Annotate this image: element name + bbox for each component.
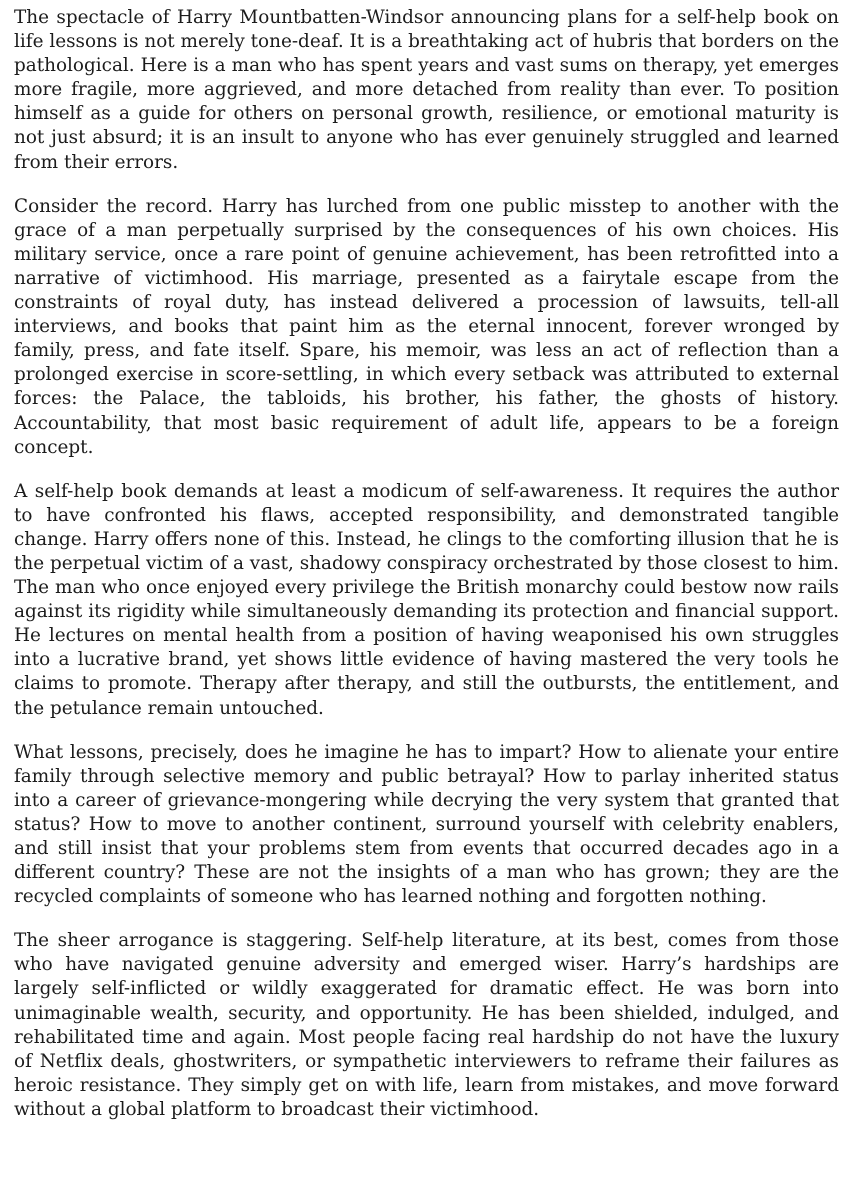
paragraph-4: What lessons, precisely, does he imagine he has to impart? How to alienate your entire family through selective memory and public betrayal? How to parlay inherited status into a career of grievance-mongering while decrying the very system that granted that status? How to move to another continent, surround yourself with celebrity enablers, and still insist that your problems stem from events that occurred decades ago in a different country? These are not the insights of a man who has grown; they are the recycled complaints of someone who has learned nothing and forgotten nothing. [14, 741, 839, 908]
paragraph-1: The spectacle of Harry Mountbatten-Windsor announcing plans for a self-help book on life lessons is not merely tone-deaf. It is a breathtaking act of hubris that borders on the pathological. Here is a man who has spent years and vast sums on therapy, yet emerges more fragile, more aggrieved, and more detached from reality than ever. To position himself as a guide for others on personal growth, resilience, or emotional maturity is not just absurd; it is an insult to anyone who has ever genuinely struggled and learned from their errors. [14, 7, 839, 173]
paragraph-2: Consider the record. Harry has lurched from one public misstep to another with the grace of a man perpetually surprised by the consequences of his own choices. His military service, once a rare point of genuine achievement, has been retrofitted into a narrative of victimhood. His marriage, presented as a fairytale escape from the constraints of royal duty, has instead delivered a procession of lawsuits, tell-all interviews, and books that paint him as the eternal innocent, forever wronged by family, press, and fate itself. Spare, his memoir, was less an act of reflection than a prolonged exercise in score-settling, in which every setback was attributed to external forces: the Palace, the tabloids, his brother, his father, the ghosts of history. Accountability, that most basic requirement of adult life, appears to be a foreign concept. [14, 195, 839, 458]
paragraph-5: The sheer arrogance is staggering. Self-help literature, at its best, comes from those who have navigated genuine adversity and emerged wiser. Harry’s hardships are largely self-inflicted or wildly exaggerated for dramatic effect. He was born into unimaginable wealth, security, and opportunity. He has been shielded, indulged, and rehabilitated time and again. Most people facing real hardship do not have the luxury of Netflix deals, ghostwriters, or sympathetic interviewers to reframe their failures as heroic resistance. They simply get on with life, learn from mistakes, and move forward without a global platform to broadcast their victimhood. [14, 930, 839, 1120]
paragraph-3: A self-help book demands at least a modicum of self-awareness. It requires the author to have confronted his flaws, accepted responsibility, and demonstrated tangible change. Harry offers none of this. Instead, he clings to the comforting illusion that he is the perpetual victim of a vast, shadowy conspiracy orchestrated by those closest to him. The man who once enjoyed every privilege the British monarchy could bestow now rails against its rigidity while simultaneously demanding its protection and financial support. He lectures on mental health from a position of having weaponised his own struggles into a lucrative brand, yet shows little evidence of having mastered the very tools he claims to promote. Therapy after therapy, and still the outbursts, the entitlement, and the petulance remain untouched. [14, 480, 839, 719]
